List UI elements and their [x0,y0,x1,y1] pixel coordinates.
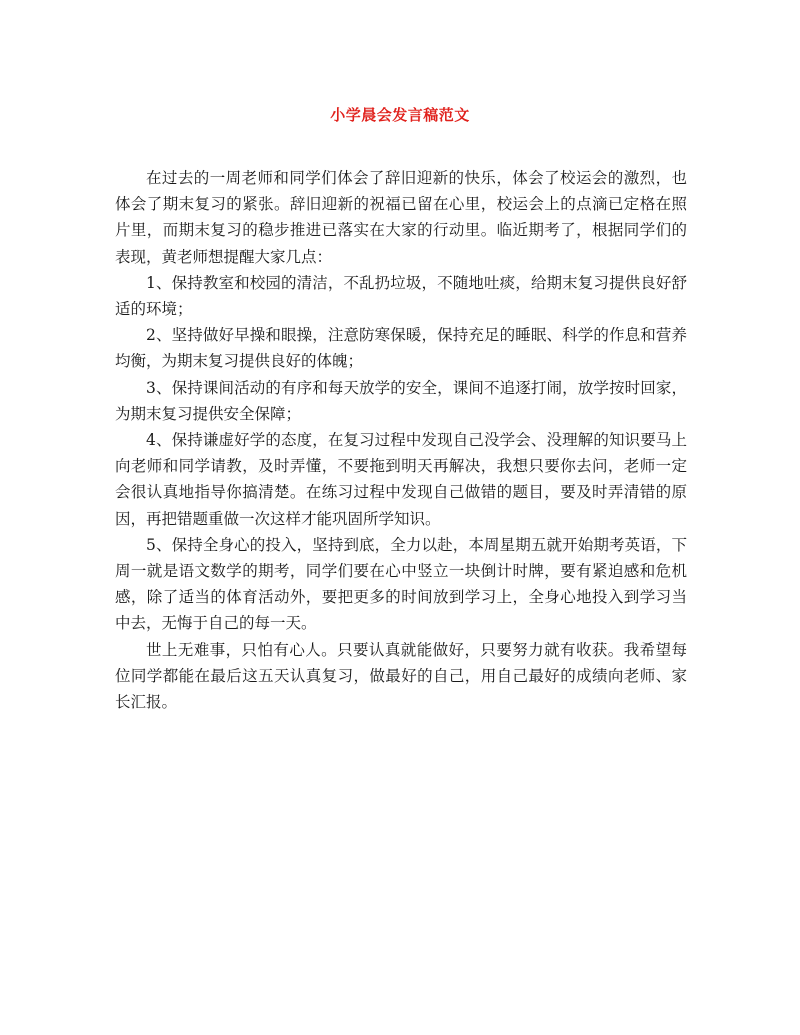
paragraph-intro: 在过去的一周老师和同学们体会了辞旧迎新的快乐，体会了校运会的激烈，也体会了期末复习的紧张。辞旧迎新的祝福已留在心里，校运会上的点滴已定格在照片里，而期末复习的稳步推进已落实在大家的行动里。临近期考了，根据同学们的表现，黄老师想提醒大家几点： [115,169,687,266]
paragraph-closing: 世上无难事，只怕有心人。只要认真就能做好，只要努力就有收获。我希望每位同学都能在最后这五天认真复习，做最好的自己，用自己最好的成绩向老师、家长汇报。 [115,640,687,712]
paragraph-point-3: 3、保持课间活动的有序和每天放学的安全，课间不追逐打闹，放学按时回家，为期末复习提供安全保障； [115,378,687,423]
document-body [115,165,687,715]
paragraph-point-4: 4、保持谦虚好学的态度，在复习过程中发现自己没学会、没理解的知识要马上向老师和同学请教，及时弄懂，不要拖到明天再解决，我想只要你去问，老师一定会很认真地指导你搞清楚。在练习过程中发现自己做错的题目，要及时弄清错的原因，再把错题重做一次这样才能巩固所学知识。 [115,431,687,528]
document-title: 小学晨会发言稿范文 [330,106,470,124]
paragraph-point-5: 5、保持全身心的投入，坚持到底，全力以赴，本周星期五就开始期考英语，下周一就是语文数学的期考，同学们要在心中竖立一块倒计时牌，要有紧迫感和危机感，除了适当的体育活动外，要把更多的时间放到学习上，全身心地投入到学习当中去，无悔于自己的每一天。 [115,535,687,633]
paragraph-point-1: 1、保持教室和校园的清洁，不乱扔垃圾，不随地吐痰，给期末复习提供良好舒适的环境； [115,273,687,319]
paragraph-point-2: 2、坚持做好早操和眼操，注意防寒保暖，保持充足的睡眠、科学的作息和营养均衡，为期末复习提供良好的体魄； [115,326,687,371]
